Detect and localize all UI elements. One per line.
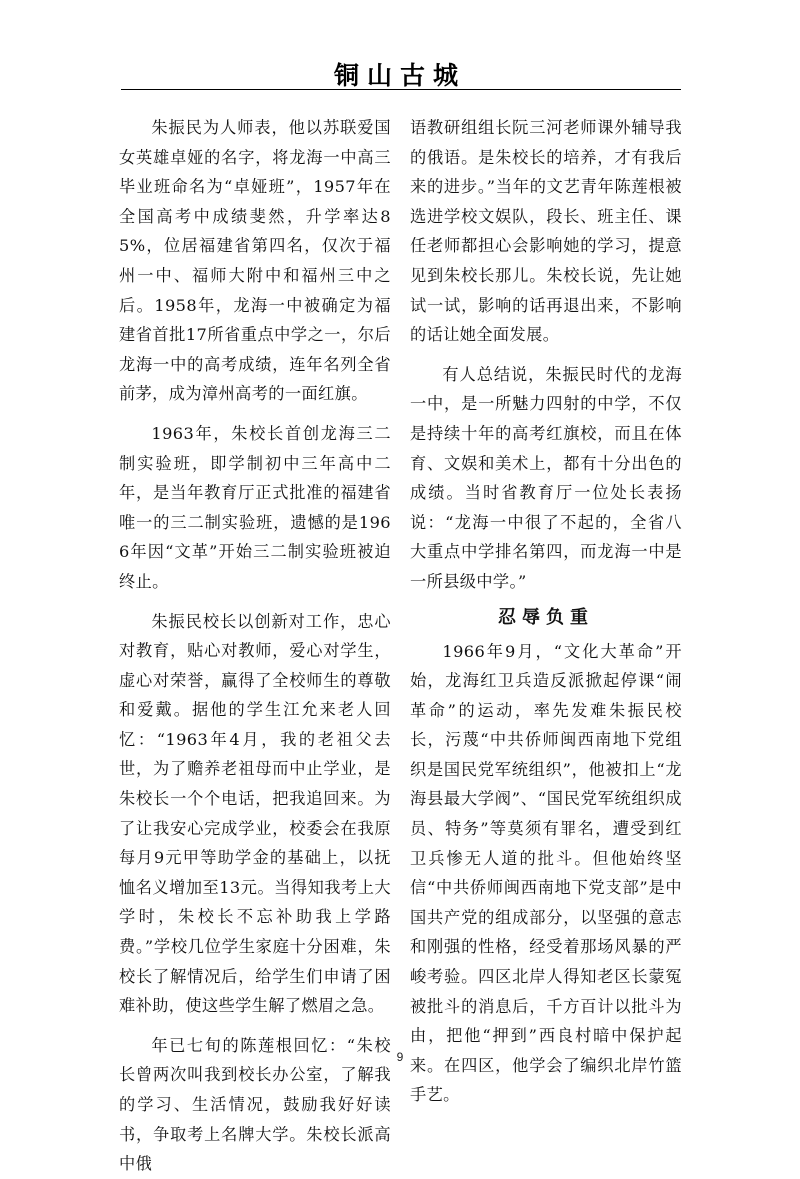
right-column (410, 113, 682, 1110)
section-heading: 忍辱负重 (498, 606, 594, 628)
paragraph: 朱振民校长以创新对工作，忠心对教育，贴心对教师，爱心对学生，虚心对荣誉，赢得了全校师生的尊敬和爱戴。据他的学生江允来老人回忆：“1963年4月，我的老祖父去世，为了赡养老祖母而中止学业，是朱校长一个个电话，把我追回来。为了让我安心完成学业，校委会在我原每月9元甲等助学金的基础上，以抚恤名义增加至13元。当得知我考上大学时，朱校长不忘补助我上学路费。”学校几位学生家庭十分困难，朱校长了解情况后，给学生们申请了困难补助，使这些学生解了燃眉之急。 (119, 611, 391, 1016)
running-header-title: 铜山古城 (333, 61, 466, 90)
paragraph: 年已七旬的陈莲根回忆：“朱校长曾两次叫我到校长办公室，了解我的学习、生活情况，鼓励我好好读书，争取考上名牌大学。朱校长派高中俄 (119, 1035, 391, 1174)
paragraph-continuation: 语教研组组长阮三河老师课外辅导我的俄语。是朱校长的培养，才有我后来的进步。”当年的文艺青年陈莲根被选进学校文娱队，段长、班主任、课任老师都担心会影响她的学习，提意见到朱校长那儿。朱校长说，先让她试一试，影响的话再退出来，不影响的话让她全面发展。 (410, 118, 682, 345)
page-number: 9 (396, 1050, 404, 1064)
paragraph: 朱振民为人师表，他以苏联爱国女英雄卓娅的名字，将龙海一中高三毕业班命名为“卓娅班”，1957年在全国高考中成绩斐然，升学率达85%，位居福建省第四名，仅次于福州一中、福师大附中和福州三中之后。1958年，龙海一中被确定为福建省首批17所省重点中学之一，尔后龙海一中的高考成绩，连年名列全省前茅，成为漳州高考的一面红旗。 (119, 118, 391, 404)
paragraph: 1963年，朱校长首创龙海三二制实验班，即学制初中三年高中二年，是当年教育厅正式批准的福建省唯一的三二制实验班，遗憾的是1966年因“文革”开始三二制实验班被迫终止。 (119, 423, 391, 591)
paragraph: 1966年9月，“文化大革命”开始，龙海红卫兵造反派掀起停课“闹革命”的运动，率先发难朱振民校长，污蔑“中共侨师闽西南地下党组织是国民党军统组织”，他被扣上“龙海县最大学阀”、“国民党军统组织成员、特务”等莫须有罪名，遭受到红卫兵惨无人道的批斗。但他始终坚信“中共侨师闽西南地下党支部”是中国共产党的组成部分，以坚强的意志和刚强的性格，经受着那场风暴的严峻考验。四区北岸人得知老区长蒙冤被批斗的消息后，千方百计以批斗为由，把他“押到”西良村暗中保护起来。在四区，他学会了编织北岸竹篮手艺。 (410, 641, 682, 1105)
header-divider (121, 89, 681, 90)
paragraph: 有人总结说，朱振民时代的龙海一中，是一所魅力四射的中学，不仅是持续十年的高考红旗校，而且在体育、文娱和美术上，都有十分出色的成绩。当时省教育厅一位处长表扬说：“龙海一中很了不起的，全省八大重点中学排名第四，而龙海一中是一所县级中学。” (410, 364, 682, 591)
left-column (119, 113, 391, 1179)
